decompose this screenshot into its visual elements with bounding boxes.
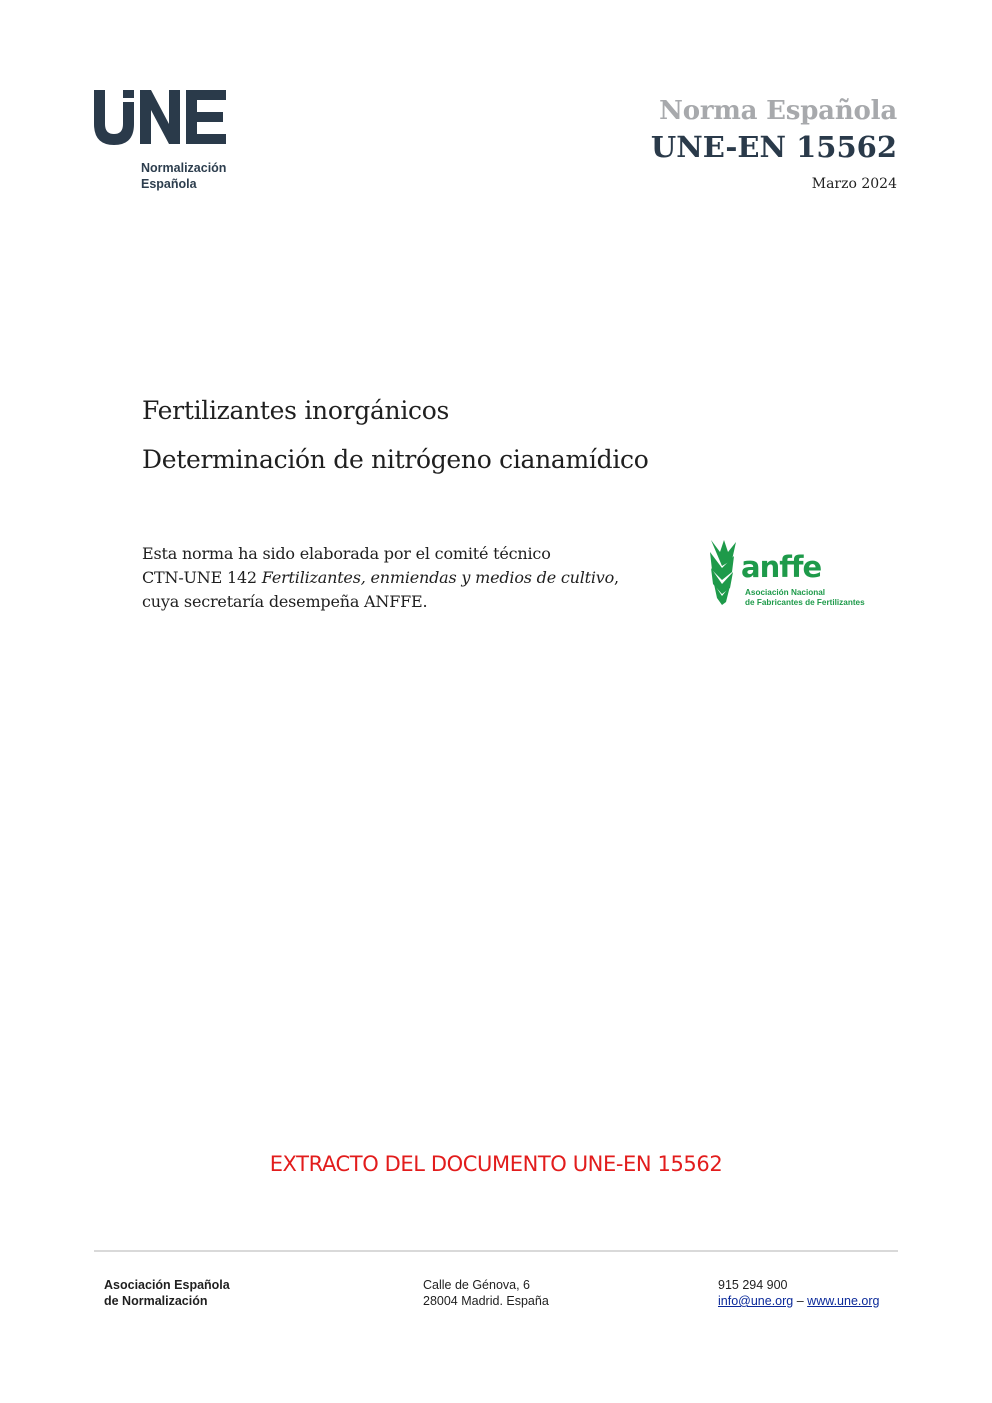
committee-code: CTN-UNE 142 (142, 568, 262, 587)
une-wordmark-logo (92, 88, 230, 146)
title-line: Fertilizantes inorgánicos (142, 396, 450, 425)
standard-label: Norma Española (659, 96, 897, 126)
footer-links (718, 1293, 879, 1309)
committee-line (142, 566, 662, 590)
footer-address-line: Calle de Génova, 6 (423, 1278, 531, 1292)
email-link[interactable]: info@une.org (718, 1294, 794, 1308)
footer-contact (718, 1277, 879, 1309)
standard-header (651, 96, 897, 192)
website-link[interactable]: www.une.org (807, 1294, 880, 1308)
standard-code: UNE-EN 15562 (650, 130, 897, 164)
footer-divider (94, 1250, 898, 1252)
footer-org-line: de Normalización (104, 1294, 208, 1308)
footer-org-line: Asociación Española (104, 1278, 230, 1292)
footer-address (423, 1277, 549, 1309)
anffe-subtitle-line: de Fabricantes de Fertilizantes (745, 597, 865, 607)
une-logo-subtitle-line: Normalización (141, 161, 227, 175)
anffe-wordmark: anffe (741, 550, 822, 584)
committee-name: Fertilizantes, enmiendas y medios de cultivo (261, 568, 615, 587)
anffe-subtitle-line: Asociación Nacional (745, 588, 826, 597)
footer-separator: – (796, 1294, 804, 1308)
committee-line: cuya secretaría desempeña ANFFE. (142, 592, 428, 611)
une-logo-subtitle (141, 160, 226, 192)
une-logo-subtitle-line: Española (141, 177, 197, 191)
committee-line: Esta norma ha sido elaborada por el comité técnico (142, 544, 551, 563)
footer-phone: 915 294 900 (718, 1278, 788, 1292)
footer-organization (104, 1277, 230, 1309)
committee-statement (142, 542, 662, 614)
anffe-logo (708, 538, 878, 612)
footer-address-line: 28004 Madrid. España (423, 1294, 549, 1308)
standard-date: Marzo 2024 (811, 176, 897, 192)
une-logo (92, 88, 242, 198)
committee-punct: , (614, 568, 619, 587)
subtitle-line: Determinación de nitrógeno cianamídico (142, 445, 649, 474)
extract-notice: EXTRACTO DEL DOCUMENTO UNE-EN 15562 (269, 1152, 723, 1176)
wheat-icon (708, 538, 744, 606)
document-title (142, 386, 648, 484)
anffe-logo-subtitle (745, 588, 865, 607)
